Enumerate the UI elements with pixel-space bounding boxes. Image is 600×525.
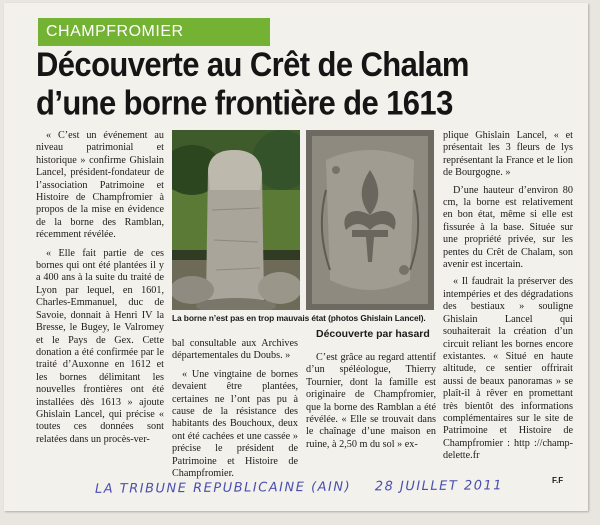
paragraph: bal consultable aux Archives départementales du Doubs. »: [172, 338, 298, 362]
paragraph: « C’est un événement au niveau patrimonial et historique » confirme Ghislain Lancel, président-fondateur de l’association Patrimoine et Histoire de Champfromier à propos de la mise en évidence de la borne des Ramblan, récemment révélée.: [36, 130, 164, 241]
paragraph: « Elle fait partie de ces bornes qui ont été plantées il y a 400 ans à la suite du traité de Lyon par lequel, en 1601, Charles-Emmanuel, duc de Savoie, donnait à Henri IV la Bresse, le Bugey, le Valromey et le Pays de Gex. Cette donation a été confirmée par le traité d’Auxonne en 1612 et les bornes délimitant les nouvelles frontières ont été installées dès 1613 » ajoute Ghislain Lancel, qui précise « toutes ces données sont relatées dans un procès-ver-: [36, 247, 164, 445]
author-signature: F.F: [552, 476, 564, 485]
photo-caption: La borne n’est pas en trop mauvais état (photos Ghislain Lancel).: [172, 313, 426, 323]
carved-stone-photo-illustration: [306, 130, 434, 310]
headline: [36, 46, 556, 122]
photo-boundary-stone: [172, 130, 300, 310]
boundary-stone-photo-illustration: [172, 130, 300, 310]
column-3: [306, 352, 436, 457]
headline-line-1: Découverte au Crêt de Chalam: [36, 44, 469, 85]
handwritten-date: 28 JUILLET 2011: [374, 478, 504, 495]
paragraph: « Il faudrait la préserver des intempéries et des dégradations des bestiaux » souligne Ghislain Lancel qui souhaiterait la création d’un circuit reliant les bornes encore existantes. « Situé en haute altitude, ce sentier offrirait aussi de beaux panoramas » se plaît-il à rêver en promettant très bientôt des informations complémentaires sur le site de Patrimoine et Histoire de Champfromier : http ://champ-delette.fr: [443, 276, 573, 462]
headline-line-2: d’une borne frontière de 1613: [36, 82, 453, 123]
paragraph: plique Ghislain Lancel, « et présentait les 3 fleurs de lys représentant la France et le lion de Bourgogne. »: [443, 130, 573, 179]
paragraph: C’est grâce au regard attentif d’un spéléologue, Thierry Tournier, dont la famille est originaire de Champfromier, que la borne des Ramblan a été révélée. « Elle se trouvait dans le chaînage d’une maison en ruine, à 2,50 m du sol » ex-: [306, 352, 436, 450]
column-2: [172, 338, 298, 486]
section-label: CHAMPFROMIER: [38, 18, 270, 46]
column-1: [36, 130, 164, 452]
paragraph: D’une hauteur d’environ 80 cm, la borne est relativement en bon état, même si elle est fissurée à la base. Située sur une propriété privée, sur les pentes du Crêt de Chalam, son avenir est incertain.: [443, 184, 573, 271]
handwritten-source: LA TRIBUNE REPUBLICAINE (AIN): [94, 479, 352, 497]
photo-fleur-de-lis-carving: [306, 130, 434, 310]
column-4: [443, 130, 573, 468]
subheading: Découverte par hasard: [316, 328, 430, 340]
paragraph: « Une vingtaine de bornes devaient être plantées, certaines ne l’ont pas pu à cause de la résistance des habitants des Bouchoux, deux ont été cachées et une cassée » précise le président de Patrimoine et Histoire de Champfromier.: [172, 368, 298, 480]
